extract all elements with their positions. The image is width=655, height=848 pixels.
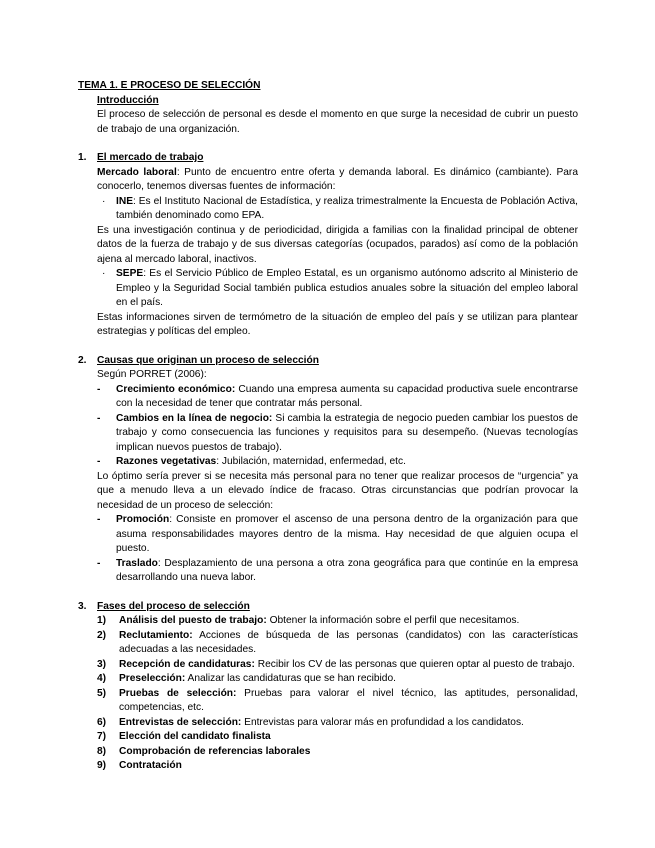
- item-text: Recibir los CV de las personas que quieren optar al puesto de trabajo.: [254, 658, 575, 670]
- section-2-paragraph: Lo óptimo sería prever si se necesita más personal para no tener que realizar procesos de “urgencia” ya que a menudo lleva a un elevado índice de fracaso. Otras circunstancias que podrían provocar la necesidad de un proceso de selección:: [97, 470, 578, 511]
- item-text: Analizar las candidaturas que se han recibido.: [185, 673, 396, 684]
- item-number: 5): [97, 687, 107, 699]
- bullet-marker: ·: [102, 195, 106, 207]
- dash-marker: -: [97, 383, 101, 395]
- intro-heading: Introducción: [97, 94, 159, 106]
- item-label: Preselección:: [119, 673, 186, 684]
- dash-marker: -: [97, 456, 101, 467]
- item-text: Pruebas para valorar el nivel técnico, las aptitudes, personalidad, competencias, etc.: [119, 687, 578, 713]
- item-label: Análisis del puesto de trabajo:: [119, 615, 267, 626]
- list-item: [97, 658, 578, 673]
- text-ine: : Es el Instituto Nacional de Estadística, y realiza trimestralmente la Encuesta de Población Activa, también denominado como EPA.: [116, 195, 578, 221]
- list-item: [97, 614, 578, 629]
- label-vegetativas: Razones vegetativas: [116, 456, 217, 467]
- item-label: Contratación: [119, 760, 182, 771]
- intro-text: El proceso de selección de personal es desde el momento en que surge la necesidad de cubrir un puesto de trabajo de una organización.: [97, 109, 578, 135]
- item-number: 7): [97, 731, 107, 742]
- section-1-paragraph-2: Es una investigación continua y de periodicidad, dirigida a familias con la finalidad principal de obtener datos de la fuerza de trabajo y de sus diversas categorías (ocupados, parados) así como de la población ajena al mercado laboral, inactivos.: [97, 224, 578, 265]
- item-number: 9): [97, 760, 107, 771]
- section-1-paragraph-1: [97, 166, 578, 195]
- section-3-number: 3.: [78, 600, 87, 612]
- text-mercado-laboral: : Punto de encuentro entre oferta y demanda laboral. Es dinámico (cambiante). Para conocerlo, tenemos diversas fuentes de información:: [97, 166, 578, 192]
- dash-item-cambios: [97, 412, 578, 456]
- text-sepe: : Es el Servicio Público de Empleo Estatal, es un organismo autónomo adscrito al Ministerio de Empleo y la Seguridad Social también publica estudios anuales sobre la situación del empleo laboral en el país.: [116, 268, 578, 308]
- dash-item-promocion: [97, 513, 578, 557]
- text-vegetativas: : Jubilación, maternidad, enfermedad, etc.: [216, 456, 406, 467]
- item-number: 8): [97, 745, 107, 757]
- bullet-marker: ·: [102, 268, 106, 279]
- dash-marker: -: [97, 412, 101, 424]
- dash-item-crecimiento: [97, 383, 578, 412]
- bullet-sepe: [102, 267, 578, 311]
- section-1-header: [78, 151, 578, 166]
- item-number: 4): [97, 673, 107, 684]
- item-text: Entrevistas para valorar más en profundidad a los candidatos.: [241, 716, 524, 728]
- label-promocion: Promoción: [116, 514, 170, 525]
- text-promocion: : Consiste en promover el ascenso de una persona dentro de la organización para que asuma responsabilidades mayores dentro de la misma. Hay necesidad de que alguien ocupa el puesto.: [116, 514, 578, 554]
- label-ine: INE: [116, 195, 133, 207]
- item-label: Pruebas de selección:: [119, 687, 237, 699]
- document-title: TEMA 1. E PROCESO DE SELECCIÓN: [78, 80, 261, 91]
- text-traslado: : Desplazamiento de una persona a otra zona geográfica para que continúe en la empresa desarrollando una nueva labor.: [116, 557, 578, 583]
- bullet-ine: [102, 195, 578, 224]
- item-number: 2): [97, 629, 107, 641]
- label-crecimiento: Crecimiento económico:: [116, 383, 236, 395]
- list-item: [97, 730, 578, 745]
- list-item: [97, 672, 578, 687]
- section-3-title: Fases del proceso de selección: [97, 600, 250, 612]
- section-1-paragraph-3: Estas informaciones sirven de termómetro de la situación de empleo del país y se utilizan para plantear estrategias y políticas del empleo.: [97, 311, 578, 337]
- list-item: [97, 687, 578, 716]
- label-traslado: Traslado: [116, 557, 158, 569]
- item-number: 6): [97, 716, 107, 728]
- section-2-header: [78, 354, 578, 369]
- list-item: [97, 629, 578, 658]
- list-item: [97, 716, 578, 731]
- section-3-header: [78, 600, 578, 615]
- list-item: [97, 759, 578, 774]
- item-text: Acciones de búsqueda de las personas (candidatos) con las características adecuadas a las necesidades.: [119, 629, 578, 655]
- item-number: 3): [97, 658, 107, 670]
- item-label: Entrevistas de selección:: [119, 716, 242, 728]
- dash-item-vegetativas: [97, 455, 578, 470]
- dash-item-traslado: [97, 557, 578, 586]
- item-text: Obtener la información sobre el perfil que necesitamos.: [266, 615, 520, 626]
- section-1-number: 1.: [78, 152, 87, 163]
- list-item: [97, 745, 578, 760]
- section-1-title: El mercado de trabajo: [97, 152, 204, 163]
- label-sepe: SEPE: [116, 268, 144, 279]
- item-number: 1): [97, 615, 107, 626]
- item-label: Elección del candidato finalista: [119, 731, 271, 742]
- section-2-title: Causas que originan un proceso de selección: [97, 354, 319, 366]
- label-cambios: Cambios en la línea de negocio:: [116, 412, 273, 424]
- document-page: [78, 79, 578, 774]
- dash-marker: -: [97, 557, 101, 569]
- text-cambios: Si cambia la estrategia de negocio pueden cambiar los puestos de trabajo y como consecuencia las funciones y requisitos para su desempeño. (Nuevas tecnologías implican nuevos puestos de trabajo).: [116, 412, 578, 453]
- label-mercado-laboral: Mercado laboral: [97, 166, 177, 178]
- section-2-number: 2.: [78, 354, 87, 366]
- text-crecimiento: Cuando una empresa aumenta su capacidad productiva suele encontrarse con la necesidad de tener que contratar más personal.: [116, 383, 578, 409]
- dash-marker: -: [97, 514, 101, 525]
- item-label: Reclutamiento:: [119, 629, 193, 641]
- item-label: Comprobación de referencias laborales: [119, 745, 311, 757]
- intro-section: [97, 94, 578, 138]
- section-2-source: Según PORRET (2006):: [97, 369, 207, 380]
- item-label: Recepción de candidaturas:: [119, 658, 255, 670]
